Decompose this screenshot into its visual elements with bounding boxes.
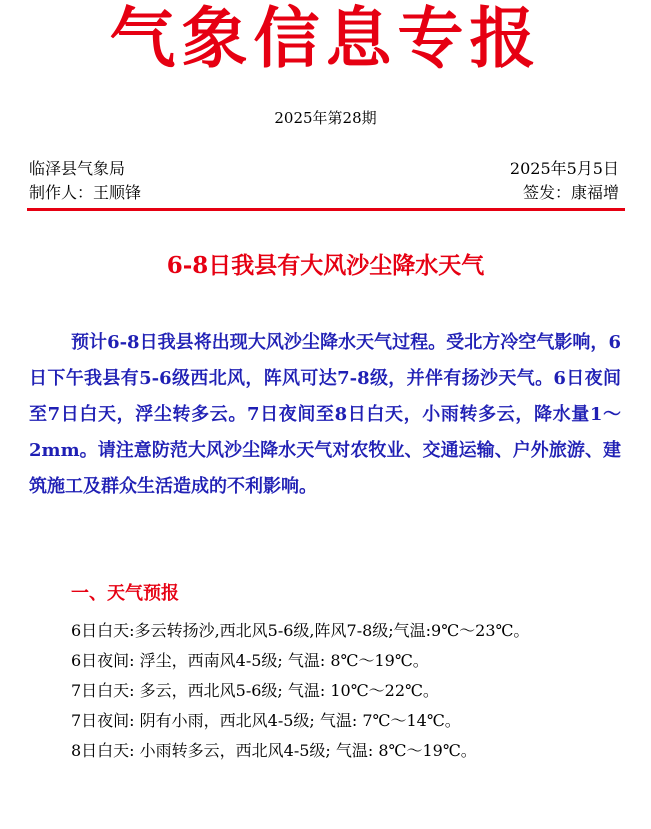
author: 制作人：王顺锋 [29,183,142,202]
approver: 签发：康福增 [522,183,619,202]
meta-left-block [29,157,141,205]
forecast-item: 7日白天: 多云，西北风5-6级; 气温: 10℃～22℃。 [71,681,439,700]
issue-number: 2025年第28期 [274,109,377,127]
article-summary: 预计6-8日我县将出现大风沙尘降水天气过程。受北方冷空气影响，6日下午我县有5-6级西北风，阵风可达7-8级，并伴有扬沙天气。6日夜间至7日白天，浮尘转多云。7日夜间至8日白天，小雨转多云，降水量1～2mm。请注意防范大风沙尘降水天气对农牧业、交通运输、户外旅游、建筑施工及群众生活造成的不利影响。 [29,332,621,497]
publish-date: 2025年5月5日 [509,159,619,178]
masthead-title: 气象信息专报 [109,0,542,77]
forecast-item: 8日白天: 小雨转多云，西北风4-5级; 气温: 8℃～19℃。 [71,741,477,760]
article-headline: 6-8日我县有大风沙尘降水天气 [166,252,485,279]
meta-right-block [510,157,619,205]
forecast-item: 7日夜间: 阴有小雨，西北风4-5级; 气温: 7℃～14℃。 [71,711,461,730]
header-divider [27,208,625,211]
publisher: 临泽县气象局 [29,159,126,178]
forecast-list [29,616,625,766]
forecast-item: 6日白天:多云转扬沙,西北风5-6级,阵风7-8级;气温:9℃～23℃。 [71,621,530,640]
section-title-forecast: 一、天气预报 [71,583,179,604]
forecast-item: 6日夜间: 浮尘，西南风4-5级; 气温: 8℃～19℃。 [71,651,429,670]
